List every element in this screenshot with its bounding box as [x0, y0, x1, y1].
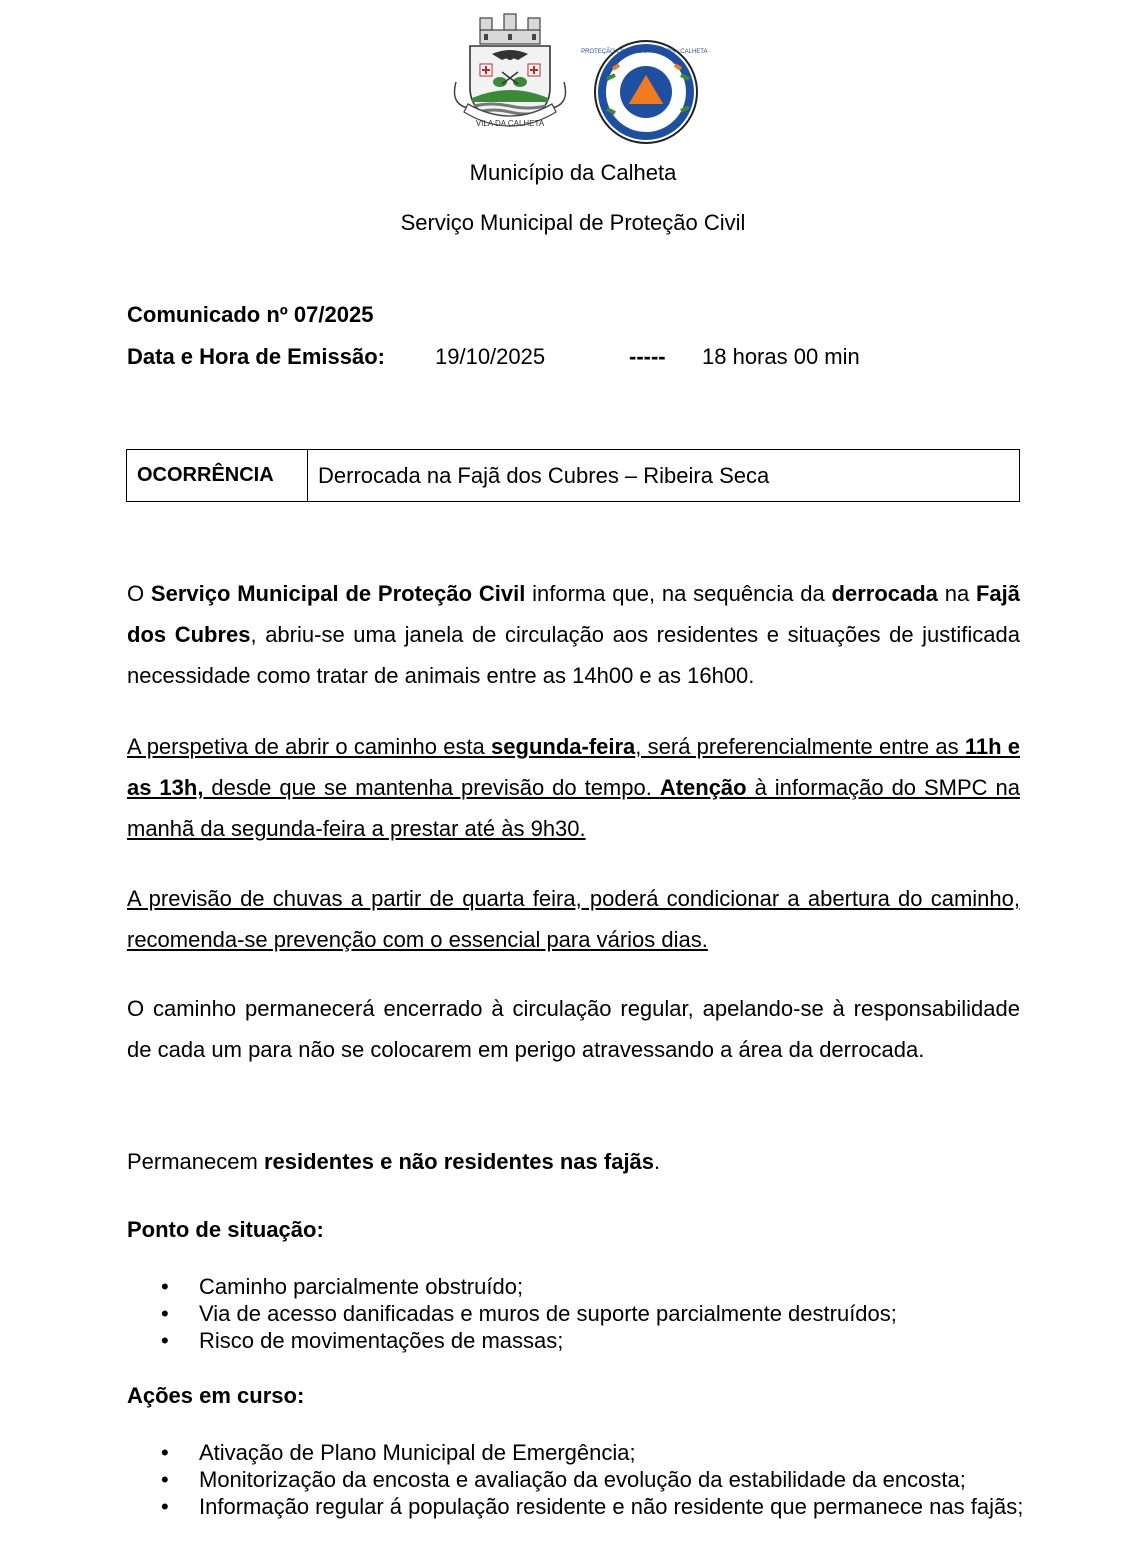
p1-bold-derrocada: derrocada [831, 581, 938, 606]
civil-protection-text: PROTEÇÃO CIVIL E BOMBEIROS · CALHETA · [581, 49, 711, 55]
communique-number: Comunicado nº 07/2025 [127, 302, 374, 327]
p1-text: , abriu-se uma janela de circulação aos residentes e situações de justificada necessidade como tratar de animais entre as 14h00 e as 16h00. [127, 622, 1020, 688]
paragraph-3: A previsão de chuvas a partir de quarta feira, poderá condicionar a abertura do caminho, recomenda-se prevenção com o essencial para vários dias. [127, 886, 1020, 952]
p5-text: . [654, 1149, 661, 1174]
crest-motto: VILA DA CALHETA [475, 119, 545, 128]
list-item: • Ativação de Plano Municipal de Emergência; [199, 1439, 1099, 1466]
p2-bold-day: segunda-feira [491, 734, 636, 759]
service-title: Serviço Municipal de Proteção Civil [400, 210, 746, 235]
p1-bold-faja: Fajã dos Cubres [127, 581, 1021, 647]
paragraph-5 [127, 1141, 1020, 1182]
issue-time: 18 horas 00 min [702, 344, 860, 369]
paragraph-2 [127, 726, 1020, 849]
p5-bold: residentes e não residentes nas fajãs [263, 1149, 655, 1174]
issue-label: Data e Hora de Emissão: [127, 344, 385, 369]
occurrence-value: Derrocada na Fajã dos Cubres – Ribeira Seca [308, 450, 1020, 502]
p2-text: A perspetiva de abrir o caminho esta [127, 734, 492, 759]
list-item: • Caminho parcialmente obstruído; [199, 1273, 1099, 1300]
situation-list [127, 1273, 1099, 1354]
issue-separator: ----- [629, 344, 666, 369]
p2-bold-hours: 11h e as 13h, [127, 734, 1020, 800]
list-item: • Informação regular á população residente e não residente que permanece nas fajãs; [199, 1493, 1099, 1520]
p5-text: Permanecem [127, 1149, 264, 1174]
p2-text: desde que se mantenha previsão do tempo. [203, 775, 660, 800]
list-item: • Risco de movimentações de massas; [199, 1327, 1099, 1354]
p1-bold-service: Serviço Municipal de Proteção Civil [150, 581, 526, 606]
header-logos [446, 12, 711, 134]
occurrence-table [126, 449, 1020, 502]
issue-date: 19/10/2025 [435, 344, 546, 369]
municipality-title: Município da Calheta [469, 160, 677, 185]
list-item: • Monitorização da encosta e avaliação da evolução da estabilidade da encosta; [199, 1466, 1099, 1493]
occurrence-label: OCORRÊNCIA [127, 450, 308, 502]
p1-text: na [937, 581, 976, 606]
actions-heading: Ações em curso: [127, 1383, 305, 1408]
actions-list [127, 1439, 1099, 1520]
p2-text: , será preferencialmente entre as [635, 734, 965, 759]
situation-heading: Ponto de situação: [127, 1217, 324, 1242]
paragraph-4: O caminho permanecerá encerrado à circulação regular, apelando-se à responsabilidade de cada um para não se colocarem em perigo atravessando a área da derrocada. [127, 996, 1020, 1062]
list-item: • Via de acesso danificadas e muros de suporte parcialmente destruídos; [199, 1300, 1099, 1327]
paragraph-1 [127, 573, 1020, 696]
p2-text: à informação do SMPC na manhã da segunda-feira a prestar até às 9h30. [127, 775, 1021, 841]
p1-text: O [127, 581, 151, 606]
calheta-coat-of-arms-logo [446, 12, 574, 134]
civil-protection-logo [581, 39, 711, 145]
p1-text: informa que, na sequência da [525, 581, 832, 606]
p2-bold-attention: Atenção [659, 775, 747, 800]
